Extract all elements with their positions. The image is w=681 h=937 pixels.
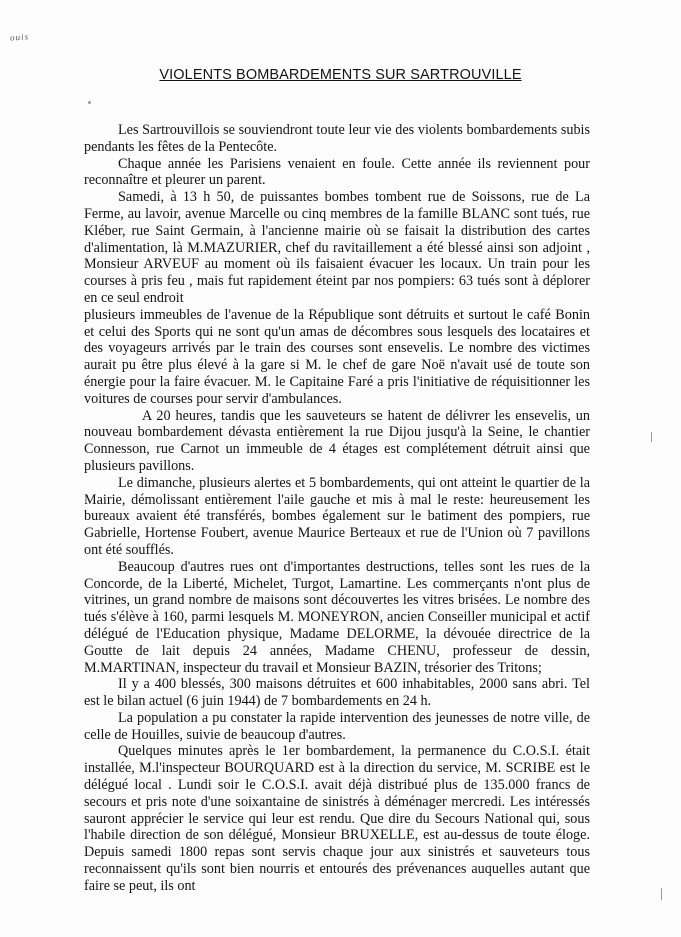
article-body <box>84 122 590 895</box>
corner-note: ouis <box>9 31 30 43</box>
page-title: VIOLENTS BOMBARDEMENTS SUR SARTROUVILLE <box>159 67 522 83</box>
paragraph: A 20 heures, tandis que les sauveteurs se hatent de délivrer les ensevelis, un nouveau bombardement dévasta entièrement la rue Dijou jusqu'à la Seine, le chantier Connesson, rue Carnot un immeuble de 4 étages est complétement détruit ainsi que plusieurs pavillons. <box>84 407 590 474</box>
paragraph: Chaque année les Parisiens venaient en foule. Cette année ils reviennent pour reconnaître et pleurer un parent. <box>84 155 590 189</box>
scan-mark <box>651 432 652 442</box>
paragraph: Les Sartrouvillois se souviendront toute leur vie des violents bombardements subis pendants les fêtes de la Pentecôte. <box>84 122 590 155</box>
paragraph: Le dimanche, plusieurs alertes et 5 bombardements, qui ont atteint le quartier de la Mairie, démolissant entièrement l'aile gauche et mis à mal le reste: heureusement les bureaux avaient été transférés, bombes également sur le batiment des pompiers, rue Gabrielle, Hortense Foubert, avenue Maurice Berteaux et rue de l'Union où 7 pavillons ont été soufflés. <box>84 474 590 558</box>
paragraph: Quelques minutes après le 1er bombardement, la permanence du C.O.S.I. était installée, M.l'inspecteur BOURQUARD est à la direction du service, M. SCRIBE est le délégué local . Lundi soir le C.O.S.I. avait déjà distribué plus de 135.000 francs de secours et pris note d'une soixantaine de sinistrés à déménager mercredi. Les intéressés sauront apprécier le service qui leur est rendu. Que dire du Secours National qui, sous l'habile direction de son délégué, Monsieur BRUXELLE, est au-dessus de toute éloge. Depuis samedi 1800 repas sont servis chaque jour aux sinistrés et sauveteurs tous reconnaissent qu'ils sont bien nourris et entourés des prévenances auquelles autant que faire se peut, ils ont <box>84 743 590 894</box>
paragraph: Samedi, à 13 h 50, de puissantes bombes tombent rue de Soissons, rue de La Ferme, au lavoir, avenue Marcelle ou cinq membres de la famille BLANC sont tués, rue Kléber, rue Saint Germain, à l'ancienne mairie où se faisait la distribution des cartes d'alimentation, là M.MAZURIER, chef du ravitaillement a été blessé ainsi son adjoint , Monsieur ARVEUF au moment où ils faisaient évacuer les locaux. Un train pour les courses à pris feu , mais fut rapidement éteint par nos pompiers: 63 tués sont à déplorer en ce seul endroit <box>84 189 590 306</box>
scan-mark <box>661 888 662 900</box>
paragraph: La population a pu constater la rapide intervention des jeunesses de notre ville, de celle de Houilles, suivie de beaucoup d'autres. <box>84 709 590 743</box>
paragraph: Il y a 400 blessés, 300 maisons détruites et 600 inhabitables, 2000 sans abri. Tel est le bilan actuel (6 juin 1944) de 7 bombardements en 24 h. <box>84 676 590 710</box>
paragraph: Beaucoup d'autres rues ont d'importantes destructions, telles sont les rues de la Concorde, de la Liberté, Michelet, Turgot, Lamartine. Les commerçants n'ont plus de vitrines, un grand nombre de maisons sont découvertes les vitres brisées. Le nombre des tués s'élève à 160, parmi lesquels M. MONEYRON, ancien Conseiller municipal et actif délégué de l'Education physique, Madame DELORME, la dévouée directrice de la Goutte de lait depuis 24 années, Madame CHENU, professeur de dessin, M.MARTINAN, inspecteur du travail et Monsieur BAZIN, trésorier des Tritons; <box>84 558 590 676</box>
paragraph: plusieurs immeubles de l'avenue de la République sont détruits et surtout le café Bonin et celui des Sports qui ne sont qu'un amas de décombres sous lesquels des locataires et des voyageurs arrivés par le train des courses sont ensevelis. Le nombre des victimes aurait pu être plus élevé à la gare si M. le chef de gare Noë n'avait usé de toute son énergie pour la faire évacuer. M. le Capitaine Faré a pris l'initiative de réquisitionner les voitures de courses pour servir d'ambulances. <box>84 306 590 407</box>
scan-speck <box>88 101 91 104</box>
